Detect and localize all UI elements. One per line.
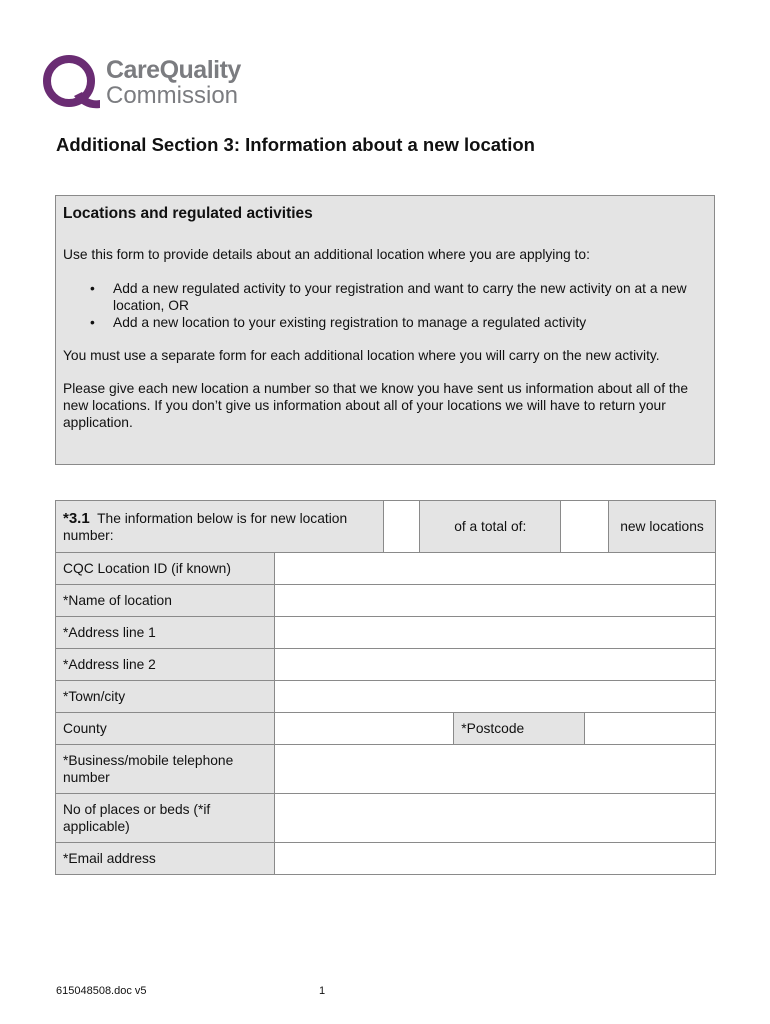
intro-heading: Locations and regulated activities bbox=[63, 205, 313, 222]
address-line-2-label: *Address line 2 bbox=[56, 649, 275, 681]
telephone-field[interactable] bbox=[274, 745, 715, 794]
email-address-field[interactable] bbox=[274, 843, 715, 875]
page-title: Additional Section 3: Information about a new location bbox=[56, 134, 535, 155]
county-field[interactable] bbox=[274, 713, 454, 745]
of-total-label: of a total of: bbox=[420, 501, 561, 553]
places-beds-label: No of places or beds (*if applicable) bbox=[56, 794, 275, 843]
logo-text-carequality: CareQuality bbox=[106, 56, 241, 84]
logo-text-commission: Commission bbox=[106, 82, 239, 109]
address-line-1-field[interactable] bbox=[274, 617, 715, 649]
new-locations-label: new locations bbox=[609, 501, 716, 553]
county-label: County bbox=[56, 713, 275, 745]
footer-page-number: 1 bbox=[319, 985, 326, 997]
location-form-table bbox=[55, 500, 716, 875]
postcode-label: *Postcode bbox=[454, 713, 585, 745]
town-city-field[interactable] bbox=[274, 681, 715, 713]
telephone-label: *Business/mobile telephone number bbox=[56, 745, 275, 794]
email-address-label: *Email address bbox=[56, 843, 275, 875]
cqc-location-id-label: CQC Location ID (if known) bbox=[56, 553, 275, 585]
intro-bullet-1: • Add a new regulated activity to your registration and want to carry the new activity on at a new location, OR bbox=[63, 280, 704, 314]
cqc-q-logo-icon bbox=[40, 52, 102, 114]
name-of-location-label: *Name of location bbox=[56, 585, 275, 617]
postcode-field[interactable] bbox=[585, 713, 716, 745]
places-beds-field[interactable] bbox=[274, 794, 715, 843]
town-city-label: *Town/city bbox=[56, 681, 275, 713]
intro-box bbox=[55, 195, 715, 465]
intro-bullet-2: • Add a new location to your existing registration to manage a regulated activity bbox=[63, 314, 704, 331]
cqc-logo bbox=[40, 52, 260, 118]
location-number-label bbox=[56, 501, 384, 553]
name-of-location-field[interactable] bbox=[274, 585, 715, 617]
cqc-location-id-field[interactable] bbox=[274, 553, 715, 585]
location-number-field[interactable] bbox=[384, 501, 420, 553]
intro-bullet-list bbox=[63, 280, 704, 331]
location-number-text: The information below is for new location number: bbox=[63, 510, 348, 543]
intro-paragraph-3: Please give each new location a number so that we know you have sent us information about all of the new locations. If you don’t give us information about all of your locations we will have to return your application. bbox=[63, 381, 689, 430]
address-line-2-field[interactable] bbox=[274, 649, 715, 681]
total-locations-field[interactable] bbox=[561, 501, 609, 553]
footer-doc-ref: 615048508.doc v5 bbox=[56, 985, 147, 997]
intro-paragraph-1: Use this form to provide details about an additional location where you are applying to: bbox=[63, 247, 590, 262]
address-line-1-label: *Address line 1 bbox=[56, 617, 275, 649]
question-number: *3.1 bbox=[63, 509, 90, 527]
intro-paragraph-2: You must use a separate form for each additional location where you will carry on the new activity. bbox=[63, 348, 660, 363]
